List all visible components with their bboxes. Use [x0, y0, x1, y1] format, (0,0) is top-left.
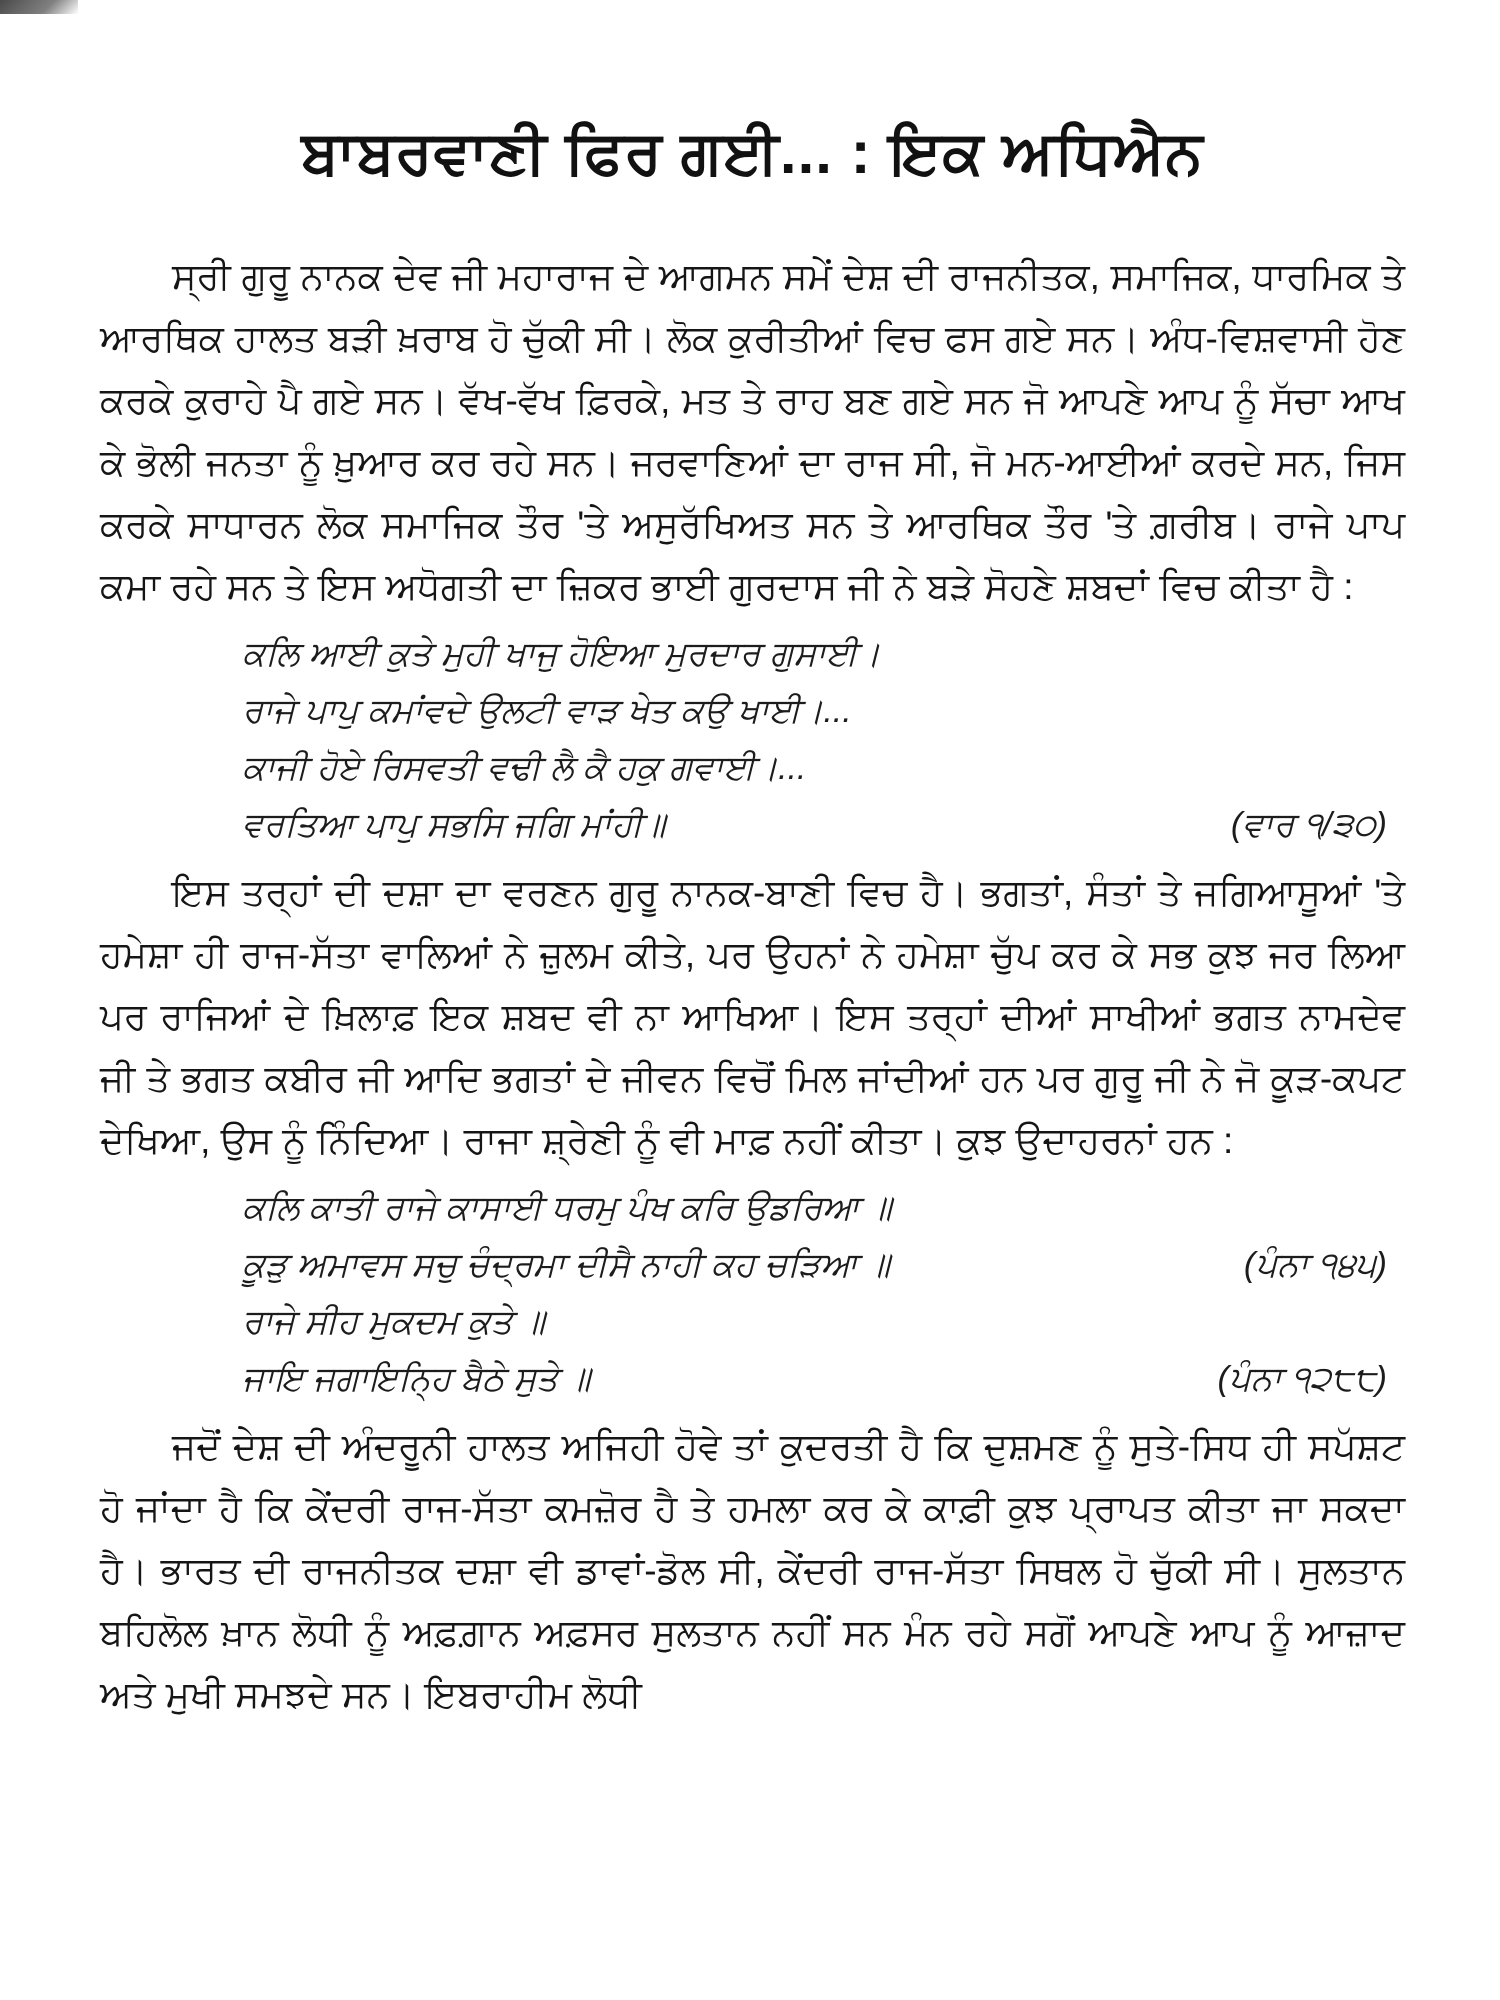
verse-line	[242, 797, 1405, 854]
verse-text: ਜਾਇ ਜਗਾਇਨ੍ਹਿ ਬੈਠੇ ਸੁਤੇ ॥	[242, 1360, 591, 1398]
verse-line	[242, 683, 1405, 740]
verse-text: ਕੂੜੁ ਅਮਾਵਸ ਸਚੁ ਚੰਦ੍ਰਮਾ ਦੀਸੈ ਨਾਹੀ ਕਹ ਚੜਿਆ ॥	[242, 1246, 890, 1284]
verse-citation: (ਪੰਨਾ ੧੨੮੮)	[1217, 1360, 1387, 1398]
paragraph: ਸ੍ਰੀ ਗੁਰੂ ਨਾਨਕ ਦੇਵ ਜੀ ਮਹਾਰਾਜ ਦੇ ਆਗਮਨ ਸਮੇਂ ਦੇਸ਼ ਦੀ ਰਾਜਨੀਤਕ, ਸਮਾਜਿਕ, ਧਾਰਮਿਕ ਤੇ ਆਰਥਿਕ ਹਾਲਤ ਬੜੀ ਖ਼ਰਾਬ ਹੋ ਚੁੱਕੀ ਸੀ। ਲੋਕ ਕੁਰੀਤੀਆਂ ਵਿਚ ਫਸ ਗਏ ਸਨ। ਅੰਧ-ਵਿਸ਼ਵਾਸੀ ਹੋਣ ਕਰਕੇ ਕੁਰਾਹੇ ਪੈ ਗਏ ਸਨ। ਵੱਖ-ਵੱਖ ਫ਼ਿਰਕੇ, ਮਤ ਤੇ ਰਾਹ ਬਣ ਗਏ ਸਨ ਜੋ ਆਪਣੇ ਆਪ ਨੂੰ ਸੱਚਾ ਆਖ ਕੇ ਭੋਲੀ ਜਨਤਾ ਨੂੰ ਖ਼ੁਆਰ ਕਰ ਰਹੇ ਸਨ। ਜਰਵਾਣਿਆਂ ਦਾ ਰਾਜ ਸੀ, ਜੋ ਮਨ-ਆਈਆਂ ਕਰਦੇ ਸਨ, ਜਿਸ ਕਰਕੇ ਸਾਧਾਰਨ ਲੋਕ ਸਮਾਜਿਕ ਤੌਰ 'ਤੇ ਅਸੁਰੱਖਿਅਤ ਸਨ ਤੇ ਆਰਥਿਕ ਤੌਰ 'ਤੇ ਗ਼ਰੀਬ। ਰਾਜੇ ਪਾਪ ਕਮਾ ਰਹੇ ਸਨ ਤੇ ਇਸ ਅਧੋਗਤੀ ਦਾ ਜ਼ਿਕਰ ਭਾਈ ਗੁਰਦਾਸ ਜੀ ਨੇ ਬੜੇ ਸੋਹਣੇ ਸ਼ਬਦਾਂ ਵਿਚ ਕੀਤਾ ਹੈ :	[100, 256, 1405, 607]
verse-text: ਕਲਿ ਆਈ ਕੁਤੇ ਮੁਹੀ ਖਾਜੁ ਹੋਇਆ ਮੁਰਦਾਰ ਗੁਸਾਈ।	[242, 635, 881, 673]
verse-text: ਵਰਤਿਆ ਪਾਪੁ ਸਭਸਿ ਜਗਿ ਮਾਂਹੀ॥	[242, 806, 666, 844]
verse-citation: (ਵਾਰ ੧/੩੦)	[1230, 806, 1387, 844]
paragraph: ਜਦੋਂ ਦੇਸ਼ ਦੀ ਅੰਦਰੂਨੀ ਹਾਲਤ ਅਜਿਹੀ ਹੋਵੇ ਤਾਂ ਕੁਦਰਤੀ ਹੈ ਕਿ ਦੁਸ਼ਮਣ ਨੂੰ ਸੁਤੇ-ਸਿਧ ਹੀ ਸਪੱਸ਼ਟ ਹੋ ਜਾਂਦਾ ਹੈ ਕਿ ਕੇਂਦਰੀ ਰਾਜ-ਸੱਤਾ ਕਮਜ਼ੋਰ ਹੈ ਤੇ ਹਮਲਾ ਕਰ ਕੇ ਕਾਫ਼ੀ ਕੁਝ ਪ੍ਰਾਪਤ ਕੀਤਾ ਜਾ ਸਕਦਾ ਹੈ। ਭਾਰਤ ਦੀ ਰਾਜਨੀਤਕ ਦਸ਼ਾ ਵੀ ਡਾਵਾਂ-ਡੋਲ ਸੀ, ਕੇਂਦਰੀ ਰਾਜ-ਸੱਤਾ ਸਿਥਲ ਹੋ ਚੁੱਕੀ ਸੀ। ਸੁਲਤਾਨ ਬਹਿਲੋਲ ਖ਼ਾਨ ਲੋਧੀ ਨੂੰ ਅਫ਼ਗ਼ਾਨ ਅਫ਼ਸਰ ਸੁਲਤਾਨ ਨਹੀਂ ਸਨ ਮੰਨ ਰਹੇ ਸਗੋਂ ਆਪਣੇ ਆਪ ਨੂੰ ਆਜ਼ਾਦ ਅਤੇ ਮੁਖੀ ਸਮਝਦੇ ਸਨ। ਇਬਰਾਹੀਮ ਲੋਧੀ	[100, 1426, 1405, 1715]
verse-citation: (ਪੰਨਾ ੧੪੫)	[1243, 1246, 1387, 1284]
verse-line	[242, 626, 1405, 683]
verse-text: ਕਾਜੀ ਹੋਏ ਰਿਸਵਤੀ ਵਢੀ ਲੈ ਕੈ ਹਕੁ ਗਵਾਈ।...	[242, 749, 807, 787]
scan-artifact	[0, 0, 78, 14]
verse-line	[242, 1237, 1405, 1294]
verse-text: ਕਲਿ ਕਾਤੀ ਰਾਜੇ ਕਾਸਾਈ ਧਰਮੁ ਪੰਖ ਕਰਿ ਉਡਰਿਆ ॥	[242, 1189, 892, 1227]
verse-text: ਰਾਜੇ ਪਾਪੁ ਕਮਾਂਵਦੇ ਉਲਟੀ ਵਾੜ ਖੇਤ ਕਉ ਖਾਈ।...	[242, 692, 852, 730]
document-content	[100, 246, 1405, 1726]
paragraph: ਇਸ ਤਰ੍ਹਾਂ ਦੀ ਦਸ਼ਾ ਦਾ ਵਰਣਨ ਗੁਰੂ ਨਾਨਕ-ਬਾਣੀ ਵਿਚ ਹੈ। ਭਗਤਾਂ, ਸੰਤਾਂ ਤੇ ਜਗਿਆਸੂਆਂ 'ਤੇ ਹਮੇਸ਼ਾ ਹੀ ਰਾਜ-ਸੱਤਾ ਵਾਲਿਆਂ ਨੇ ਜ਼ੁਲਮ ਕੀਤੇ, ਪਰ ਉਹਨਾਂ ਨੇ ਹਮੇਸ਼ਾ ਚੁੱਪ ਕਰ ਕੇ ਸਭ ਕੁਝ ਜਰ ਲਿਆ ਪਰ ਰਾਜਿਆਂ ਦੇ ਖ਼ਿਲਾਫ਼ ਇਕ ਸ਼ਬਦ ਵੀ ਨਾ ਆਖਿਆ। ਇਸ ਤਰ੍ਹਾਂ ਦੀਆਂ ਸਾਖੀਆਂ ਭਗਤ ਨਾਮਦੇਵ ਜੀ ਤੇ ਭਗਤ ਕਬੀਰ ਜੀ ਆਦਿ ਭਗਤਾਂ ਦੇ ਜੀਵਨ ਵਿਚੋਂ ਮਿਲ ਜਾਂਦੀਆਂ ਹਨ ਪਰ ਗੁਰੂ ਜੀ ਨੇ ਜੋ ਕੂੜ-ਕਪਟ ਦੇਖਿਆ, ਉਸ ਨੂੰ ਨਿੰਦਿਆ। ਰਾਜਾ ਸ਼੍ਰੇਣੀ ਨੂੰ ਵੀ ਮਾਫ਼ ਨਹੀਂ ਕੀਤਾ। ਕੁਝ ਉਦਾਹਰਨਾਂ ਹਨ :	[100, 872, 1405, 1161]
page-title: ਬਾਬਰਵਾਣੀ ਫਿਰ ਗਈ... : ਇਕ ਅਧਿਐਨ	[301, 119, 1204, 186]
verse-text: ਰਾਜੇ ਸੀਹ ਮੁਕਦਮ ਕੁਤੇ ॥	[242, 1303, 545, 1341]
verse-line	[242, 1294, 1405, 1351]
verse-block	[242, 626, 1405, 854]
verse-block	[242, 1180, 1405, 1408]
verse-line	[242, 740, 1405, 797]
verse-line	[242, 1180, 1405, 1237]
verse-line	[242, 1351, 1405, 1408]
